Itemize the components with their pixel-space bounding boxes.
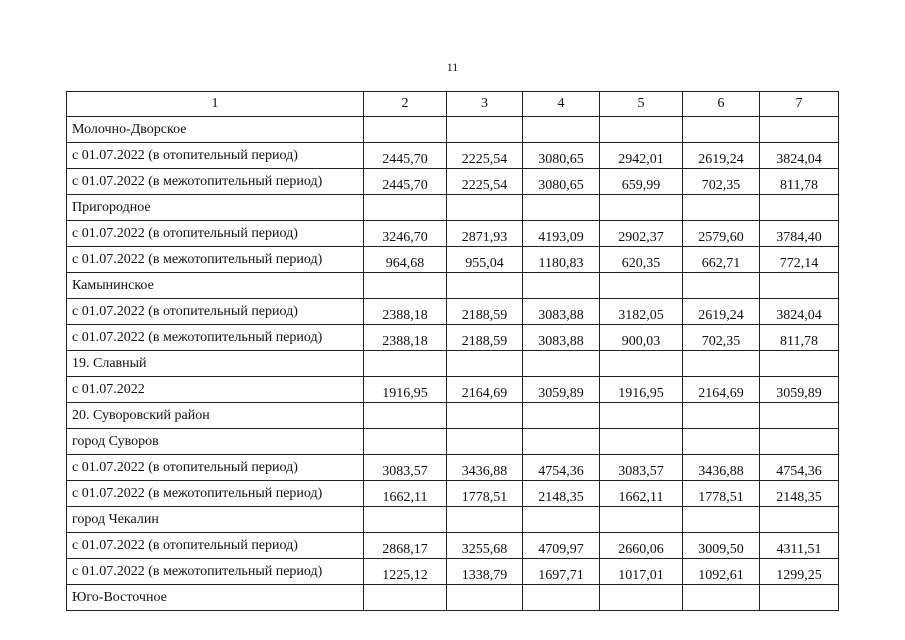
table-cell: 2164,69	[447, 377, 523, 403]
table-cell	[760, 195, 839, 221]
table-cell: 3083,88	[523, 325, 600, 351]
table-cell: 3436,88	[447, 455, 523, 481]
row-label: с 01.07.2022 (в межотопительный период)	[67, 559, 364, 585]
table-cell	[600, 585, 683, 611]
table-cell: 2445,70	[364, 169, 447, 195]
table-cell	[683, 195, 760, 221]
table-cell: 4193,09	[523, 221, 600, 247]
table-cell: 772,14	[760, 247, 839, 273]
table-cell: 1916,95	[600, 377, 683, 403]
table-cell	[523, 273, 600, 299]
tariff-table	[66, 91, 839, 611]
table-cell	[760, 351, 839, 377]
column-header-4: 4	[523, 92, 600, 117]
table-cell	[683, 429, 760, 455]
table-cell	[760, 585, 839, 611]
table-cell: 1338,79	[447, 559, 523, 585]
table-cell	[600, 273, 683, 299]
table-cell	[447, 195, 523, 221]
table-cell: 1697,71	[523, 559, 600, 585]
table-cell	[523, 507, 600, 533]
table-cell: 1662,11	[600, 481, 683, 507]
row-label: с 01.07.2022 (в межотопительный период)	[67, 247, 364, 273]
table-cell	[600, 195, 683, 221]
table-cell	[600, 351, 683, 377]
table-cell	[600, 507, 683, 533]
table-cell: 3436,88	[683, 455, 760, 481]
section-row	[67, 507, 839, 533]
column-header-2: 2	[364, 92, 447, 117]
row-label: с 01.07.2022 (в отопительный период)	[67, 221, 364, 247]
table-cell: 2225,54	[447, 143, 523, 169]
table-cell: 2148,35	[760, 481, 839, 507]
row-label: с 01.07.2022 (в отопительный период)	[67, 455, 364, 481]
table-cell	[364, 273, 447, 299]
table-row	[67, 169, 839, 195]
row-label: с 01.07.2022 (в отопительный период)	[67, 143, 364, 169]
table-cell	[447, 403, 523, 429]
table-cell: 811,78	[760, 169, 839, 195]
table-cell	[523, 585, 600, 611]
table-cell	[364, 507, 447, 533]
table-cell: 3784,40	[760, 221, 839, 247]
table-cell: 2445,70	[364, 143, 447, 169]
table-cell: 3255,68	[447, 533, 523, 559]
column-header-1: 1	[67, 92, 364, 117]
section-row	[67, 403, 839, 429]
table-cell: 1299,25	[760, 559, 839, 585]
table-cell: 2225,54	[447, 169, 523, 195]
table-cell: 2188,59	[447, 325, 523, 351]
section-row	[67, 585, 839, 611]
section-label: 20. Суворовский район	[67, 403, 364, 429]
table-cell: 3059,89	[523, 377, 600, 403]
row-label: с 01.07.2022 (в отопительный период)	[67, 299, 364, 325]
table-cell	[760, 507, 839, 533]
table-cell	[364, 585, 447, 611]
table-cell	[523, 403, 600, 429]
table-cell	[364, 195, 447, 221]
page-number: 11	[446, 60, 459, 74]
table-cell: 1778,51	[683, 481, 760, 507]
table-cell: 659,99	[600, 169, 683, 195]
table-cell: 3083,88	[523, 299, 600, 325]
table-cell: 955,04	[447, 247, 523, 273]
table-cell	[523, 429, 600, 455]
table-row	[67, 247, 839, 273]
table-cell: 2164,69	[683, 377, 760, 403]
row-label: с 01.07.2022 (в межотопительный период)	[67, 325, 364, 351]
table-cell	[760, 117, 839, 143]
table-cell: 3083,57	[600, 455, 683, 481]
table-cell	[683, 585, 760, 611]
table-cell: 3083,57	[364, 455, 447, 481]
column-header-7: 7	[760, 92, 839, 117]
table-cell: 3080,65	[523, 169, 600, 195]
table-row	[67, 559, 839, 585]
table-cell: 900,03	[600, 325, 683, 351]
column-header-3: 3	[447, 92, 523, 117]
table-cell	[760, 273, 839, 299]
section-label: город Суворов	[67, 429, 364, 455]
table-cell: 3009,50	[683, 533, 760, 559]
table-cell: 2942,01	[600, 143, 683, 169]
table-cell	[600, 403, 683, 429]
table-cell	[683, 273, 760, 299]
table-cell: 2148,35	[523, 481, 600, 507]
table-row	[67, 325, 839, 351]
table-cell	[600, 117, 683, 143]
table-cell: 1778,51	[447, 481, 523, 507]
table-cell	[364, 429, 447, 455]
section-label: Молочно-Дворское	[67, 117, 364, 143]
table-row	[67, 377, 839, 403]
table-cell	[447, 351, 523, 377]
table-cell	[447, 507, 523, 533]
table-cell	[523, 195, 600, 221]
row-label: с 01.07.2022 (в межотопительный период)	[67, 481, 364, 507]
row-label: с 01.07.2022 (в отопительный период)	[67, 533, 364, 559]
section-label: Пригородное	[67, 195, 364, 221]
table-cell	[760, 429, 839, 455]
table-cell: 3246,70	[364, 221, 447, 247]
table-cell: 1225,12	[364, 559, 447, 585]
table-cell: 2619,24	[683, 143, 760, 169]
column-header-6: 6	[683, 92, 760, 117]
section-row	[67, 117, 839, 143]
table-cell: 1662,11	[364, 481, 447, 507]
table-cell	[760, 403, 839, 429]
column-header-5: 5	[600, 92, 683, 117]
table-cell: 4709,97	[523, 533, 600, 559]
table-cell: 620,35	[600, 247, 683, 273]
table-cell: 2660,06	[600, 533, 683, 559]
row-label: с 01.07.2022 (в межотопительный период)	[67, 169, 364, 195]
section-label: Юго-Восточное	[67, 585, 364, 611]
row-label: с 01.07.2022	[67, 377, 364, 403]
table-cell: 3824,04	[760, 299, 839, 325]
section-row	[67, 429, 839, 455]
table-cell	[683, 351, 760, 377]
table-cell: 4311,51	[760, 533, 839, 559]
table-cell: 2579,60	[683, 221, 760, 247]
table-cell: 3824,04	[760, 143, 839, 169]
table-cell: 1092,61	[683, 559, 760, 585]
section-row	[67, 195, 839, 221]
table-cell: 702,35	[683, 169, 760, 195]
table-row	[67, 299, 839, 325]
table-cell	[683, 403, 760, 429]
table-cell: 702,35	[683, 325, 760, 351]
table-cell: 2388,18	[364, 299, 447, 325]
section-row	[67, 351, 839, 377]
table-row	[67, 143, 839, 169]
table-row	[67, 533, 839, 559]
table-cell	[447, 273, 523, 299]
table-cell	[364, 351, 447, 377]
table-cell: 662,71	[683, 247, 760, 273]
table-cell	[683, 507, 760, 533]
table-cell	[523, 351, 600, 377]
table-cell: 964,68	[364, 247, 447, 273]
table-cell: 811,78	[760, 325, 839, 351]
table-body	[67, 92, 839, 611]
table-cell	[683, 117, 760, 143]
table-cell: 2868,17	[364, 533, 447, 559]
table-header-row	[67, 92, 839, 117]
table-cell	[364, 117, 447, 143]
table-cell: 1916,95	[364, 377, 447, 403]
table-row	[67, 481, 839, 507]
table-cell: 2619,24	[683, 299, 760, 325]
table-cell	[447, 429, 523, 455]
table-cell: 2188,59	[447, 299, 523, 325]
section-label: 19. Славный	[67, 351, 364, 377]
section-label: Камынинское	[67, 273, 364, 299]
table-cell: 2902,37	[600, 221, 683, 247]
table-cell: 1180,83	[523, 247, 600, 273]
table-row	[67, 221, 839, 247]
table-cell: 4754,36	[523, 455, 600, 481]
table-cell: 4754,36	[760, 455, 839, 481]
table-cell: 2871,93	[447, 221, 523, 247]
table-cell	[447, 117, 523, 143]
table-cell: 3182,05	[600, 299, 683, 325]
table-cell	[364, 403, 447, 429]
table-cell	[447, 585, 523, 611]
section-row	[67, 273, 839, 299]
table-cell	[523, 117, 600, 143]
table-cell: 3080,65	[523, 143, 600, 169]
table-cell: 3059,89	[760, 377, 839, 403]
table-row	[67, 455, 839, 481]
table-cell: 1017,01	[600, 559, 683, 585]
table-cell	[600, 429, 683, 455]
table-cell: 2388,18	[364, 325, 447, 351]
section-label: город Чекалин	[67, 507, 364, 533]
